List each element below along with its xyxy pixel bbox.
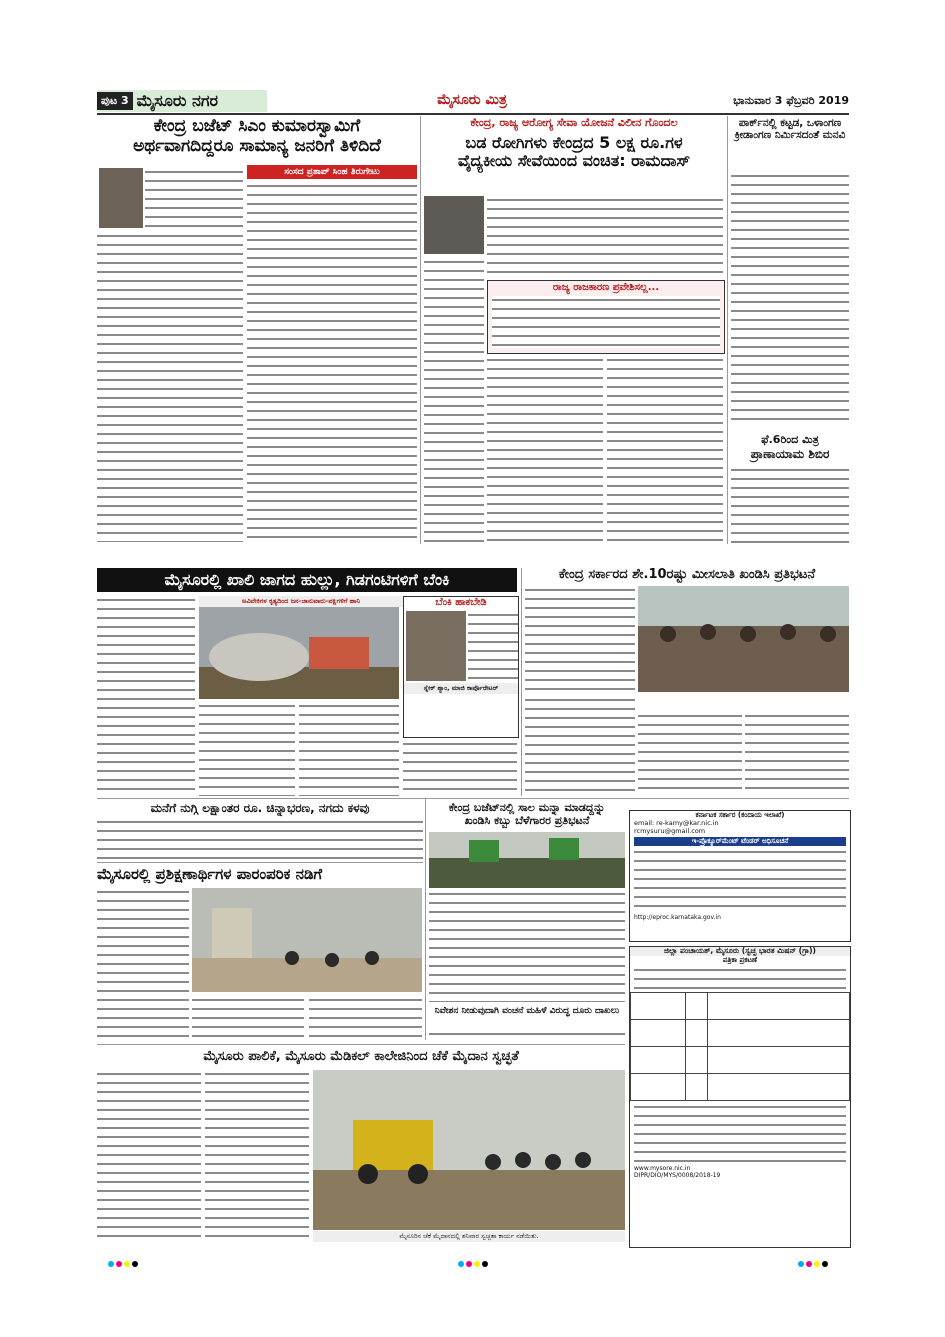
fire-smoke-graphic bbox=[199, 607, 399, 699]
yoga-body bbox=[731, 466, 849, 544]
newspaper-page bbox=[97, 90, 849, 1250]
health-headline: ಬಡ ರೋಗಿಗಳು ಕೇಂದ್ರದ 5 ಲಕ್ಷ ರೂ.ಗಳ ವೈದ್ಯಕೀಯ ಸೇವೆಯಿಂದ ವಂಚಿತ: ರಾಮದಾಸ್ bbox=[457, 133, 691, 171]
yoga-headline: ಪ್ರಾಣಾಯಾಮ ಶಿಬಿರ bbox=[750, 447, 830, 461]
nomination-body bbox=[429, 1030, 625, 1040]
farmer-protest-photo bbox=[429, 832, 625, 888]
reservation-body-col4 bbox=[745, 712, 849, 796]
trainee-headline: ಮೈಸೂರಲ್ಲಿ ಪ್ರಶಿಕ್ಷಣಾರ್ಥಿಗಳ ಪಾರಂಪರಿಕ ನಡಿಗೆ bbox=[97, 865, 323, 883]
cm-body-col2 bbox=[97, 232, 243, 542]
cm-body-col3 bbox=[247, 182, 417, 542]
health-kicker: ಕೇಂದ್ರ, ರಾಜ್ಯ ಆರೋಗ್ಯ ಸೇವಾ ಯೋಜನೆ ವಿಲೀನ ಗೊಂದಲ bbox=[470, 116, 678, 129]
page-number-badge: ಪುಟ 3 bbox=[97, 92, 133, 110]
fire-photo-caption: ಅವಿವೇಕಿಗಳ ಕೃತ್ಯದಿಂದ ಜನ-ಜಾನುವಾರು-ಪಕ್ಷಿಗಳಿಗೆ ಹಾನಿ bbox=[199, 596, 403, 607]
ground-body-col2 bbox=[205, 1070, 309, 1242]
cm-headline: ಕೇಂದ್ರ ಬಜೆಟ್ ಸಿಎಂ ಕುಮಾರಸ್ವಾಮಿಗೆ ಅರ್ಥವಾಗದಿದ್ದರೂ ಸಾಮಾನ್ಯ ಜನರಿಗೆ ತಿಳಿದಿದೆ bbox=[133, 116, 381, 156]
registration-marks bbox=[97, 1252, 849, 1262]
activist-portrait-photo bbox=[406, 611, 466, 681]
theft-headline: ಮನೆಗೆ ನುಗ್ಗಿ ಲಕ್ಷಾಂತರ ರೂ. ಚಿನ್ನಾಭರಣ, ನಗದು ಕಳವು bbox=[150, 801, 370, 815]
reservation-headline: ಕೇಂದ್ರ ಸರ್ಕಾರದ ಶೇ.10ರಷ್ಟು ಮೀಸಲಾತಿ ಖಂಡಿಸಿ ಪ್ರತಿಭಟನೆ bbox=[558, 567, 816, 582]
mla-portrait-photo bbox=[424, 196, 484, 254]
theft-body bbox=[97, 818, 423, 860]
trainee-body-col2 bbox=[192, 996, 304, 1040]
park-body bbox=[731, 172, 849, 427]
loan-headline: ಕೇಂದ್ರ ಬಜೆಟ್‌ನಲ್ಲಿ ಸಾಲ ಮನ್ನಾ ಮಾಡದ್ದನ್ನು ಖಂಡಿಸಿ ಕಬ್ಬು ಬೆಳೆಗಾರರ ಪ್ರತಿಭಟನೆ bbox=[448, 801, 606, 827]
ground-cleaning-photo bbox=[313, 1070, 625, 1230]
section-header bbox=[97, 90, 267, 112]
fire-body-col3 bbox=[299, 702, 399, 796]
ground-body-col1 bbox=[97, 1070, 201, 1242]
health-sidebar-box: ರಾಜ್ಯ ರಾಜಕಾರಣ ಪ್ರವೇಶಿಸಲ್ಲ... bbox=[487, 280, 725, 354]
loan-body bbox=[429, 890, 625, 1002]
trainee-body-col1 bbox=[97, 888, 189, 1040]
health-body-col1 bbox=[487, 196, 607, 276]
fire-body-col1 bbox=[97, 596, 195, 796]
ground-photo-caption: ಮೈಸೂರಿನ ಚೆಕೆ ಮೈದಾನದಲ್ಲಿ ಶನಿವಾರ ಸ್ವಚ್ಛತಾ ಕಾರ್ಯ ನಡೆಯಿತು. bbox=[313, 1231, 625, 1242]
reservation-body-col3 bbox=[638, 712, 742, 796]
heritage-walk-graphic bbox=[192, 888, 422, 992]
cm-body-col1 bbox=[145, 168, 243, 230]
yoga-kicker: ಫೆ.6ರಿಂದ ಮಿತ್ರ bbox=[761, 433, 819, 446]
zp-ad: ಜಿಲ್ಲಾ ಪಂಚಾಯತ್, ಮೈಸೂರು (ಸ್ವಚ್ಛ ಭಾರತ ಮಿಷನ್ (ಗ್ರಾ)) ಪತ್ರಿಕಾ ಪ್ರಕಟಣೆ www.mysore.nic.in DIPR/DIO/MYS/0008/2018-19 bbox=[629, 946, 851, 1248]
farmer-crowd-graphic bbox=[429, 832, 625, 888]
health-body-col5 bbox=[607, 356, 723, 544]
fire-body-col2 bbox=[199, 702, 295, 796]
section-title: ಮೈಸೂರು ನಗರ bbox=[136, 91, 219, 110]
health-body-col3 bbox=[487, 356, 603, 544]
trainee-body-col3 bbox=[309, 996, 422, 1040]
nomination-headline: ನಿವೇಶನ ನೀಡುವುದಾಗಿ ವಂಚನೆ ಮಹಿಳೆ ವಿರುದ್ಧ ದೂರು ದಾಖಲು bbox=[434, 1006, 620, 1016]
fire-photo bbox=[199, 607, 399, 699]
fire-body-col4 bbox=[403, 740, 517, 796]
reservation-body-col2 bbox=[525, 696, 635, 796]
cm-tag-box: ಸಂಸದ ಪ್ರತಾಪ್ ಸಿಂಹ ತಿರುಗೇಟು bbox=[247, 165, 417, 179]
issue-date: ಭಾನುವಾರ 3 ಫೆಬ್ರವರಿ 2019 bbox=[733, 94, 849, 107]
health-body-col4 bbox=[607, 196, 723, 278]
protest-crowd-graphic bbox=[638, 586, 849, 692]
trainee-walk-photo bbox=[192, 888, 422, 992]
protest-photo bbox=[638, 586, 849, 692]
reservation-body-col1 bbox=[525, 586, 635, 694]
zp-tender-table bbox=[630, 992, 850, 1101]
health-body-col2 bbox=[424, 258, 484, 544]
header-rule bbox=[97, 113, 849, 115]
fire-headline: ಮೈಸೂರಲ್ಲಿ ಖಾಲಿ ಜಾಗದ ಹುಲ್ಲು, ಗಿಡಗಂಟಿಗಳಿಗೆ ಬೆಂಕಿ bbox=[97, 568, 517, 592]
jcb-cleaning-graphic bbox=[313, 1070, 625, 1230]
fire-quote-box: ಬೆಂಕಿ ಹಾಕಬೇಡಿ ಸ್ನೇಕ್ ಶ್ಯಾಂ, ಮಾಜಿ ಕಾರ್ಪೊರೇಟರ್ bbox=[403, 596, 519, 738]
mp-portrait-photo bbox=[99, 168, 143, 228]
masthead: ಮೈಸೂರು ಮಿತ್ರ bbox=[437, 92, 507, 108]
tender-ad: ಕರ್ನಾಟಕ ಸರ್ಕಾರ (ಕಂದಾಯ ಇಲಾಖೆ) email: re-kamy@kar.nic.in rcmysuru@gmail.com ಇ-ಪ್ರೊಕ್ಯೂರ್‌ಮೆಂಟ್ ಟೆಂಡರ್ ಅಧಿಸೂಚನೆ http://eproc.karnataka.gov.in bbox=[629, 810, 851, 942]
ground-headline: ಮೈಸೂರು ಪಾಲಿಕೆ, ಮೈಸೂರು ಮೆಡಿಕಲ್ ಕಾಲೇಜಿನಿಂದ ಚೆಕೆ ಮೈದಾನ ಸ್ವಚ್ಛತೆ bbox=[203, 1049, 519, 1064]
park-headline: ಪಾರ್ಕ್‌ನಲ್ಲಿ ಕಟ್ಟಡ, ಒಳಾಂಗಣ ಕ್ರೀಡಾಂಗಣ ನಿರ್ಮಿಸದಂತೆ ಮನವಿ bbox=[734, 117, 846, 142]
